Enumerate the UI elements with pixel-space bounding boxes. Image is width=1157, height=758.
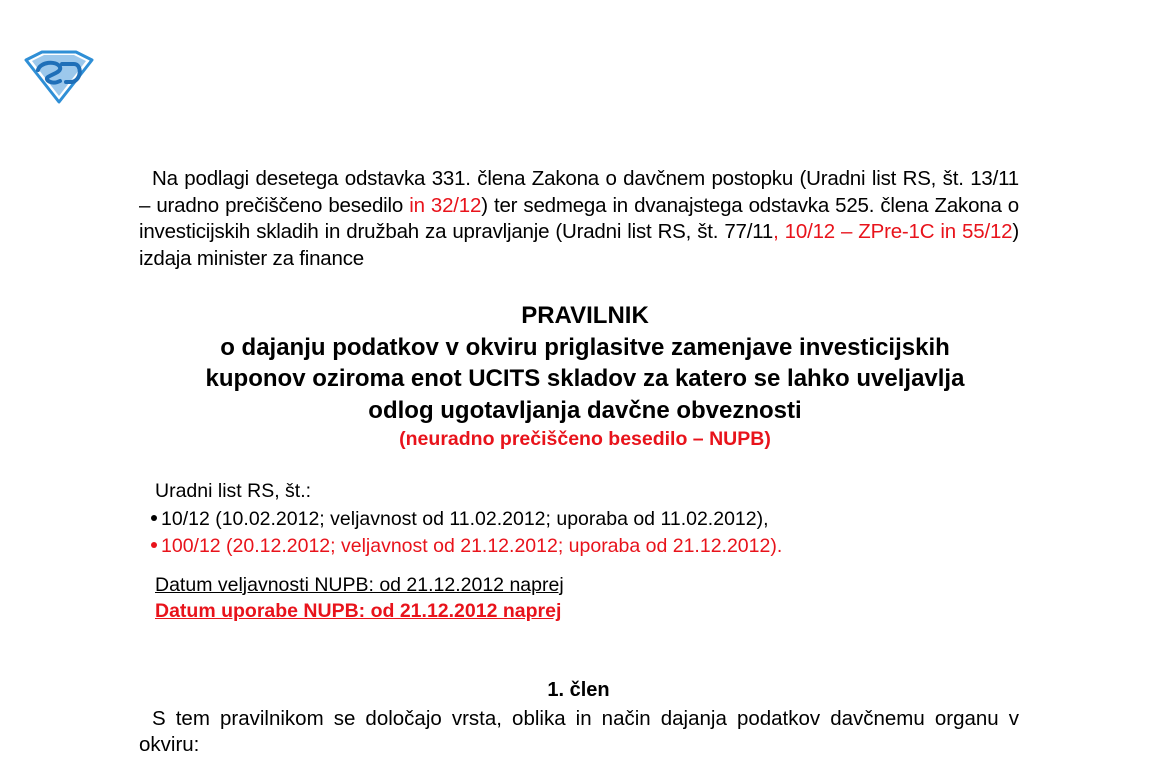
superman-shield-logo-icon (22, 50, 96, 104)
intro-text-1: Na podlagi desetega odstavka 331. člena Zakona o davčnem postopku (Uradni list RS, št. 13/11 – uradno prečiščeno besedilo (139, 167, 1019, 217)
article-text: S tem pravilnikom se določajo vrsta, oblika in način dajanja podatkov davčnemu organu v okviru: (139, 707, 1019, 756)
title-line-3: odlog ugotavljanja davčne obveznosti (368, 396, 802, 424)
gazette-label: Uradni list RS, št.: (155, 480, 312, 502)
title-main: PRAVILNIK (521, 302, 649, 329)
intro-amendment-2: , 10/12 – ZPre-1C in 55/12 (773, 220, 1013, 243)
article-heading: 1. člen (547, 679, 610, 701)
validity-date: Datum veljavnosti NUPB: od 21.12.2012 naprej (155, 574, 564, 596)
intro-text-3: ) izdaja minister za finance (139, 220, 1019, 270)
title-subtitle: (neuradno prečiščeno besedilo – NUPB) (399, 428, 771, 450)
gazette-item: 100/12 (20.12.2012; veljavnost od 21.12.2012; uporaba od 21.12.2012). (151, 533, 782, 560)
application-date: Datum uporabe NUPB: od 21.12.2012 naprej (155, 600, 562, 622)
nupb-dates (155, 572, 564, 624)
gazette-list (151, 506, 782, 560)
intro-text-2: ) ter sedmega in dvanajstega odstavka 525. člena Zakona o investicijskih skladih in družbah za upravljanje (Uradni list RS, št. 77/11 (139, 193, 1019, 243)
intro-paragraph (139, 166, 1019, 272)
bullet-icon (151, 515, 157, 521)
bullet-icon (151, 542, 157, 548)
intro-amendment-1: in 32/12 (409, 193, 482, 217)
gazette-item: 10/12 (10.02.2012; veljavnost od 11.02.2012; uporaba od 11.02.2012), (151, 506, 782, 533)
title-line-2: kuponov oziroma enot UCITS skladov za katero se lahko uveljavlja (205, 365, 965, 392)
document-title (100, 300, 1070, 452)
title-line-1: o dajanju podatkov v okviru priglasitve zamenjave investicijskih (220, 333, 950, 361)
